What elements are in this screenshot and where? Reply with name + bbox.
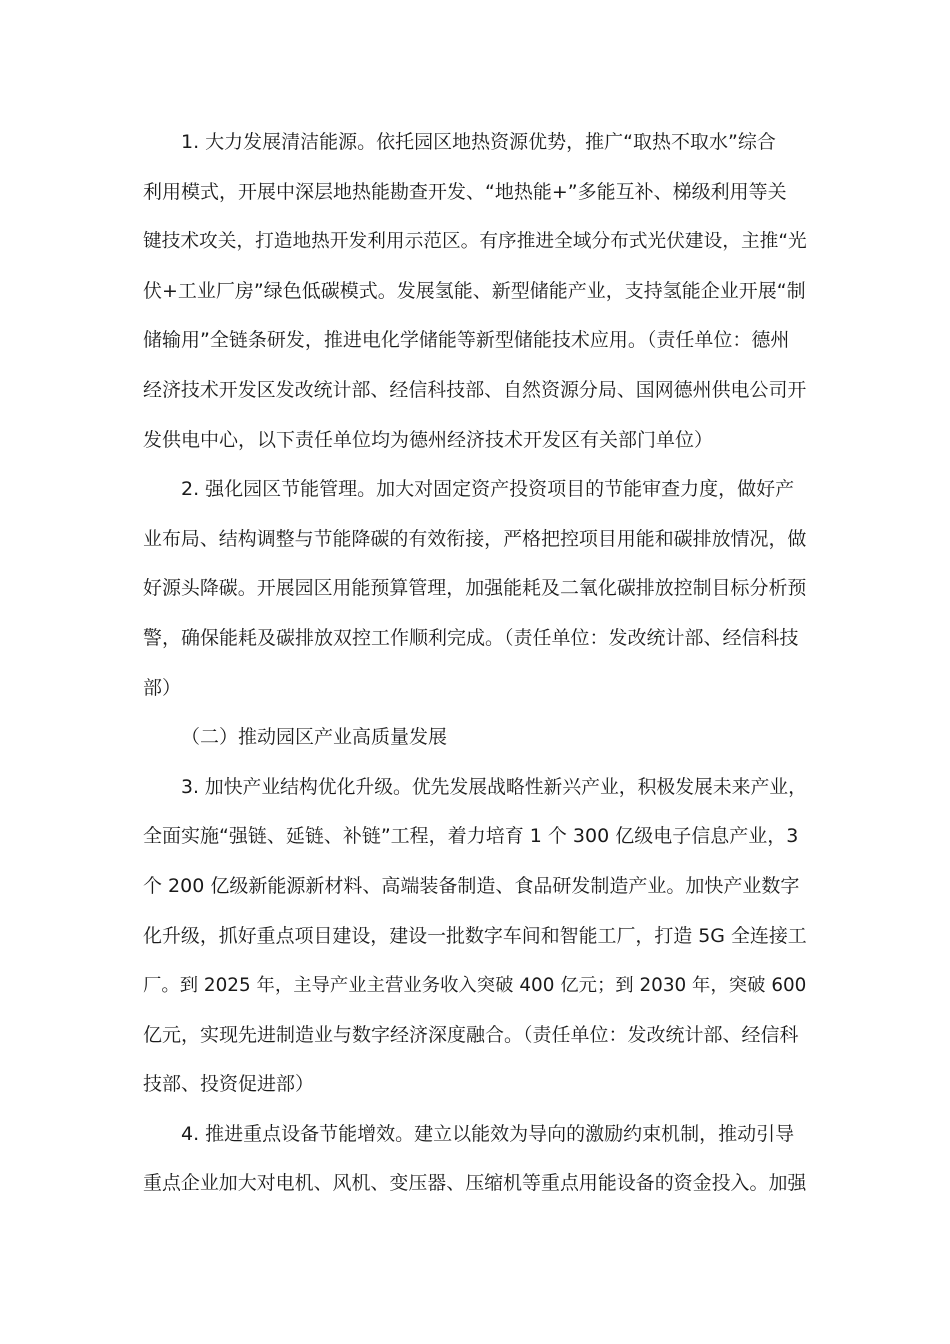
paragraph-line: 经济技术开发区发改统计部、经信科技部、自然资源分局、国网德州供电公司开 <box>143 378 807 401</box>
paragraph-line: 发供电中心，以下责任单位均为德州经济技术开发区有关部门单位） <box>143 428 714 451</box>
paragraph-line: 化升级，抓好重点项目建设，建设一批数字车间和智能工厂，打造 5G 全连接工 <box>143 924 807 947</box>
paragraph-4 <box>143 1110 807 1209</box>
paragraph-line: 伏+工业厂房”绿色低碳模式。发展氢能、新型储能产业，支持氢能企业开展“制 <box>143 279 806 302</box>
paragraph-line: 3. 加快产业结构优化升级。优先发展战略性新兴产业，积极发展未来产业， <box>181 776 807 798</box>
paragraph-line: 储输用”全链条研发，推进电化学储能等新型储能技术应用。（责任单位：德州 <box>143 329 790 352</box>
paragraph-line: 亿元，实现先进制造业与数字经济深度融合。（责任单位：发改统计部、经信科 <box>143 1023 799 1046</box>
paragraph-line: 重点企业加大对电机、风机、变压器、压缩机等重点用能设备的资金投入。加强 <box>143 1172 807 1195</box>
paragraph-line: 1. 大力发展清洁能源。依托园区地热资源优势，推广“取热不取水”综合 <box>181 131 776 153</box>
section-heading <box>143 713 807 763</box>
paragraph-line: 业布局、结构调整与节能降碳的有效衔接，严格把控项目用能和碳排放情况，做 <box>143 527 807 550</box>
paragraph-line: 好源头降碳。开展园区用能预算管理，加强能耗及二氧化碳排放控制目标分析预 <box>143 577 807 600</box>
section-heading-text: （二）推动园区产业高质量发展 <box>181 726 448 749</box>
paragraph-line: 全面实施“强链、延链、补链”工程，着力培育 1 个 300 亿级电子信息产业，3 <box>143 825 799 848</box>
paragraph-line: 4. 推进重点设备节能增效。建立以能效为导向的激励约束机制，推动引导 <box>181 1122 795 1145</box>
paragraph-line: 技部、投资促进部） <box>143 1073 315 1096</box>
paragraph-line: 个 200 亿级新能源新材料、高端装备制造、食品研发制造产业。加快产业数字 <box>143 874 800 897</box>
paragraph-2 <box>143 465 807 713</box>
paragraph-1 <box>143 118 807 465</box>
paragraph-line: 2. 强化园区节能管理。加大对固定资产投资项目的节能审查力度，做好产 <box>181 478 795 501</box>
paragraph-line: 利用模式，开展中深层地热能勘查开发、“地热能+”多能互补、梯级利用等关 <box>143 180 787 203</box>
document-body <box>143 118 807 1209</box>
paragraph-line: 厂。到 2025 年，主导产业主营业务收入突破 400 亿元；到 2030 年，突破 600 <box>143 975 807 997</box>
paragraph-line: 警，确保能耗及碳排放双控工作顺利完成。（责任单位：发改统计部、经信科技 <box>143 626 799 649</box>
paragraph-line: 部） <box>143 676 182 699</box>
paragraph-line: 键技术攻关，打造地热开发利用示范区。有序推进全域分布式光伏建设，主推“光 <box>143 231 807 253</box>
paragraph-3 <box>143 763 807 1110</box>
